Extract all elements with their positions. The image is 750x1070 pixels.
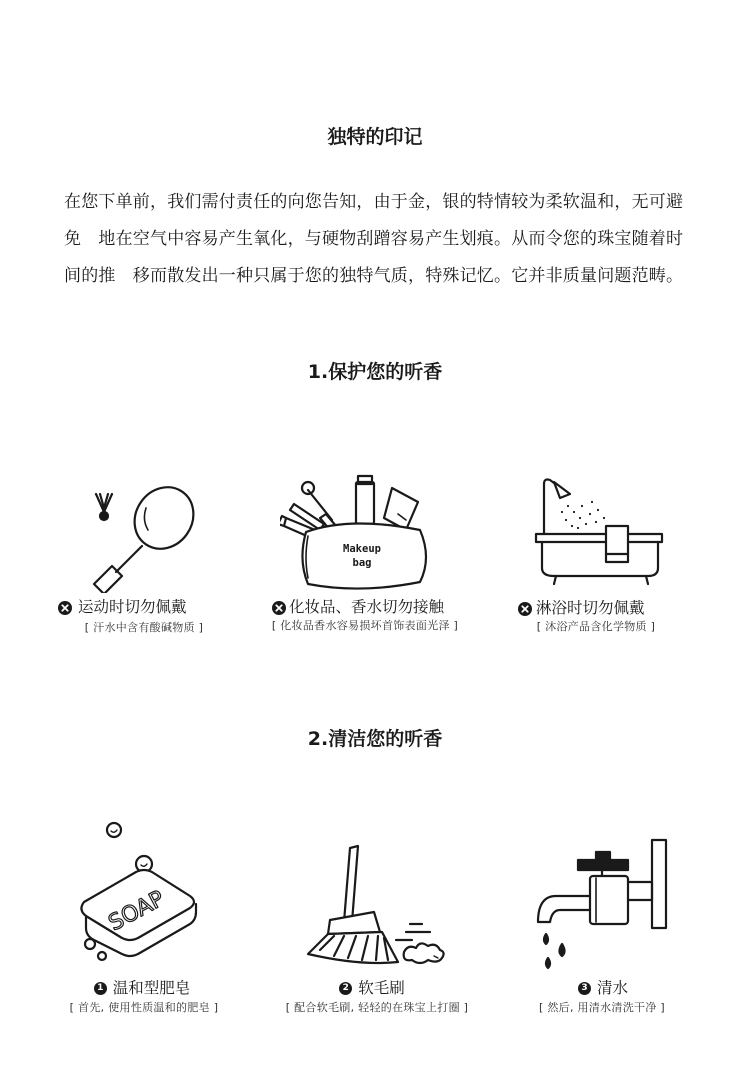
soap-icon [78,820,200,972]
badminton-icon [82,478,212,597]
clean-item-soap [62,976,222,998]
clean-item-water [548,976,658,998]
protect-item-shower [518,596,668,618]
protect-item-note: [ 化妆品香水容易损坏首饰表面光泽 ] [271,619,459,632]
clean-item-title: 清水 [596,979,628,997]
clean-item-brush [302,976,442,998]
bag-text: bag [352,557,372,569]
brush-icon [300,842,456,974]
protect-item-cosmetics [272,595,462,617]
clean-item-title: 温和型肥皂 [112,979,191,997]
bag-text: Makeup [343,543,381,555]
forbidden-icon [272,601,286,615]
step-number-icon: 2 [339,982,352,995]
makeup-bag-icon [280,474,440,596]
clean-item-note: [ 配合软毛刷, 轻轻的在珠宝上打圈 ] [285,1001,469,1014]
protect-item-note: [ 汗水中含有酸碱物质 ] [84,621,204,634]
soap-text: SOAP [104,886,169,937]
protect-item-sport [58,595,208,617]
protect-item-title: 化妆品、香水切勿接触 [289,598,445,616]
clean-item-note: [ 然后, 用清水清洗干净 ] [538,1001,666,1014]
main-title: 独特的印记 [327,126,423,148]
step-number-icon: 3 [578,982,591,995]
clean-item-title: 软毛刷 [358,979,405,997]
forbidden-icon [518,602,532,616]
faucet-icon [534,838,670,974]
clean-section-title: 2.清洁您的听香 [307,728,443,750]
protect-item-note: [ 沐浴产品含化学物质 ] [536,620,656,633]
forbidden-icon [58,601,72,615]
protect-item-title: 运动时切勿佩戴 [78,598,187,616]
intro-paragraph: 在您下单前，我们需付责任的向您告知，由于金，银的特情较为柔软温和，无可避免 地在空气中容易产生氧化，与硬物刮蹭容易产生划痕。从而令您的珠宝随着时间的推 移而散发出一种只属于您的独特气质，特殊记忆。它并非质量问题范畴。 [64,192,684,286]
protect-item-title: 淋浴时切勿佩戴 [536,599,645,617]
bathtub-icon [534,476,666,592]
protect-section-title: 1.保护您的听香 [307,361,443,383]
clean-item-note: [ 首先, 使用性质温和的肥皂 ] [69,1001,219,1014]
step-number-icon: 1 [94,982,107,995]
